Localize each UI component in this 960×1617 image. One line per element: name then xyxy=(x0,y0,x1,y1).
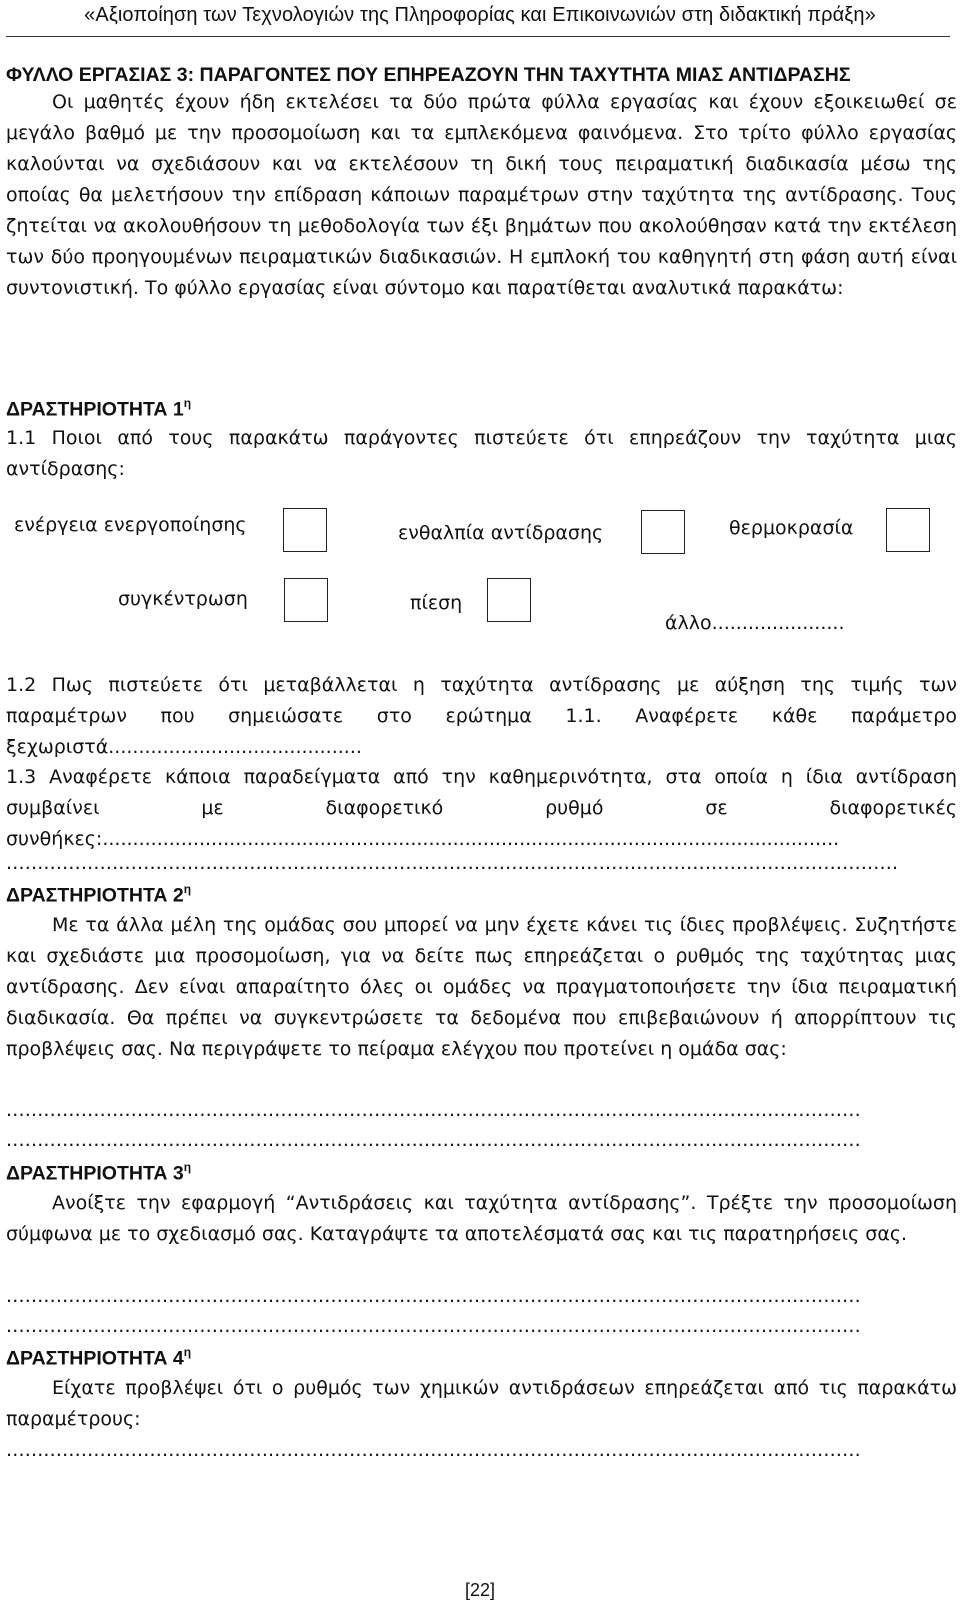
option-pressure-label: πίεση xyxy=(410,592,463,614)
option-activation-energy-label: ενέργεια ενεργοποίησης xyxy=(14,514,247,536)
activity-3-paragraph xyxy=(6,1188,957,1250)
header-divider xyxy=(6,36,950,37)
intro-text: Οι μαθητές έχουν ήδη εκτελέσει τα δύο πρώτα φύλλα εργασίας και έχουν εξοικειωθεί σε μεγάλο βαθμό με την προσομοίωση και τα εμπλεκόμενα φαινόμενα. Στο τρίτο φύλλο εργασίας καλούνται να σχεδιάσουν και να εκτελέσουν τη δική τους πειραματική διαδικασία μέσω της οποίας θα μελετήσουν την επίδραση κάποιων παραμέτρων στην ταχύτητα της αντίδρασης. Τους ζητείται να ακολουθήσουν τη μεθοδολογία των έξι βημάτων που ακολούθησαν κατά την εκτέλεση των δύο προηγουμένων πειραματικών διαδικασιών. Η εμπλοκή του καθηγητή στη φάση αυτή είναι συντονιστική. Το φύλλο εργασίας είναι σύντομο και παρατίθεται αναλυτικά παρακάτω: xyxy=(6,91,957,299)
activity-2-title: ΔΡΑΣΤΗΡΙΟΤΗΤΑ 2 xyxy=(6,884,184,907)
activity-3-text: Ανοίξτε την εφαρμογή “Αντιδράσεις και ταχύτητα αντίδρασης”. Τρέξτε την προσομοίωση σύμφωνα με το σχεδιασμό σας. Καταγράψτε τα αποτελέσματά σας και τις παρατηρήσεις σας. xyxy=(6,1192,957,1245)
activity-3-sup: η xyxy=(183,1160,192,1174)
activity-4-heading xyxy=(6,1346,191,1371)
question-1-3-text: 1.3 Αναφέρετε κάποια παραδείγματα από την καθημερινότητα, στα οποία η ίδια αντίδραση συμβαίνει με διαφορετικό ρυθμό σε διαφορετικές συνθήκες:.......................................................................................................................... xyxy=(6,766,957,850)
answer-line: ............................................................................................................................................... xyxy=(6,852,899,874)
activity-4-title: ΔΡΑΣΤΗΡΙΟΤΗΤΑ 4 xyxy=(6,1347,184,1370)
activity-1-title: ΔΡΑΣΤΗΡΙΟΤΗΤΑ 1 xyxy=(6,398,184,421)
option-enthalpy-label: ενθαλπία αντίδρασης xyxy=(398,522,604,544)
activity-2-text: Με τα άλλα μέλη της ομάδας σου μπορεί να μην έχετε κάνει τις ίδιες προβλέψεις. Συζητήστε και σχεδιάστε μια προσομοίωση, για να δείτε πως επηρεάζεται ο ρυθμός της ταχύτητας μιας αντίδρασης. Δεν είναι απαραίτητο όλες οι ομάδες να πραγματοποιήσετε την ίδια πειραματική διαδικασία. Θα πρέπει να συγκεντρώσετε τα δεδομένα που επιβεβαιώνουν ή απορρίπτουν τις προβλέψεις σας. Να περιγράψετε το πείραμα ελέγχου που προτείνει η ομάδα σας: xyxy=(6,914,957,1060)
question-1-2-text: 1.2 Πως πιστεύετε ότι μεταβάλλεται η ταχύτητα αντίδρασης με αύξηση της τιμής των παραμέτρων που σημειώσατε στο ερώτημα 1.1. Αναφέρετε κάθε παράμετρο ξεχωριστά.......................................... xyxy=(6,674,957,758)
page-number: [22] xyxy=(464,1580,496,1600)
activity-1-heading xyxy=(6,397,191,422)
activity-2-sup: η xyxy=(183,882,192,896)
worksheet-title: ΦΥΛΛΟ ΕΡΓΑΣΙΑΣ 3: ΠΑΡΑΓΟΝΤΕΣ ΠΟΥ ΕΠΗΡΕΑΖΟΥΝ ΤΗΝ ΤΑΧΥΤΗΤΑ ΜΙΑΣ ΑΝΤΙΔΡΑΣΗΣ xyxy=(6,64,851,86)
option-other-label: άλλο...................... xyxy=(665,612,845,634)
question-1-2 xyxy=(6,670,957,763)
answer-line: ......................................................................................................................................... xyxy=(6,1099,861,1121)
checkbox-temperature[interactable] xyxy=(886,508,930,552)
activity-2-paragraph xyxy=(6,910,957,1065)
answer-line: ......................................................................................................................................... xyxy=(6,1285,861,1307)
checkbox-concentration[interactable] xyxy=(284,578,328,622)
question-1-3 xyxy=(6,762,957,855)
activity-4-paragraph xyxy=(6,1373,957,1435)
checkbox-pressure[interactable] xyxy=(487,578,531,622)
activity-4-sup: η xyxy=(183,1345,192,1359)
option-temperature-label: θερμοκρασία xyxy=(729,517,854,539)
checkbox-activation-energy[interactable] xyxy=(283,508,327,552)
intro-paragraph xyxy=(6,87,957,304)
option-concentration-label: συγκέντρωση xyxy=(118,588,248,610)
checkbox-enthalpy[interactable] xyxy=(641,510,685,554)
question-1-1 xyxy=(6,423,957,485)
answer-line: ......................................................................................................................................... xyxy=(6,1439,861,1461)
activity-4-text: Είχατε προβλέψει ότι ο ρυθμός των χημικών αντιδράσεων επηρεάζεται από τις παρακάτω παραμέτρους: xyxy=(6,1377,957,1430)
activity-1-sup: η xyxy=(183,396,192,410)
activity-2-heading xyxy=(6,883,191,908)
activity-3-title: ΔΡΑΣΤΗΡΙΟΤΗΤΑ 3 xyxy=(6,1162,184,1185)
page-header: «Αξιοποίηση των Τεχνολογιών της Πληροφορίας και Επικοινωνιών στη διδακτική πράξη» xyxy=(84,4,876,26)
activity-3-heading xyxy=(6,1161,191,1186)
answer-line: ......................................................................................................................................... xyxy=(6,1315,861,1337)
answer-line: ......................................................................................................................................... xyxy=(6,1129,861,1151)
question-1-1-text: 1.1 Ποιοι από τους παρακάτω παράγοντες πιστεύετε ότι επηρεάζουν την ταχύτητα μιας αντίδρασης: xyxy=(6,427,957,480)
